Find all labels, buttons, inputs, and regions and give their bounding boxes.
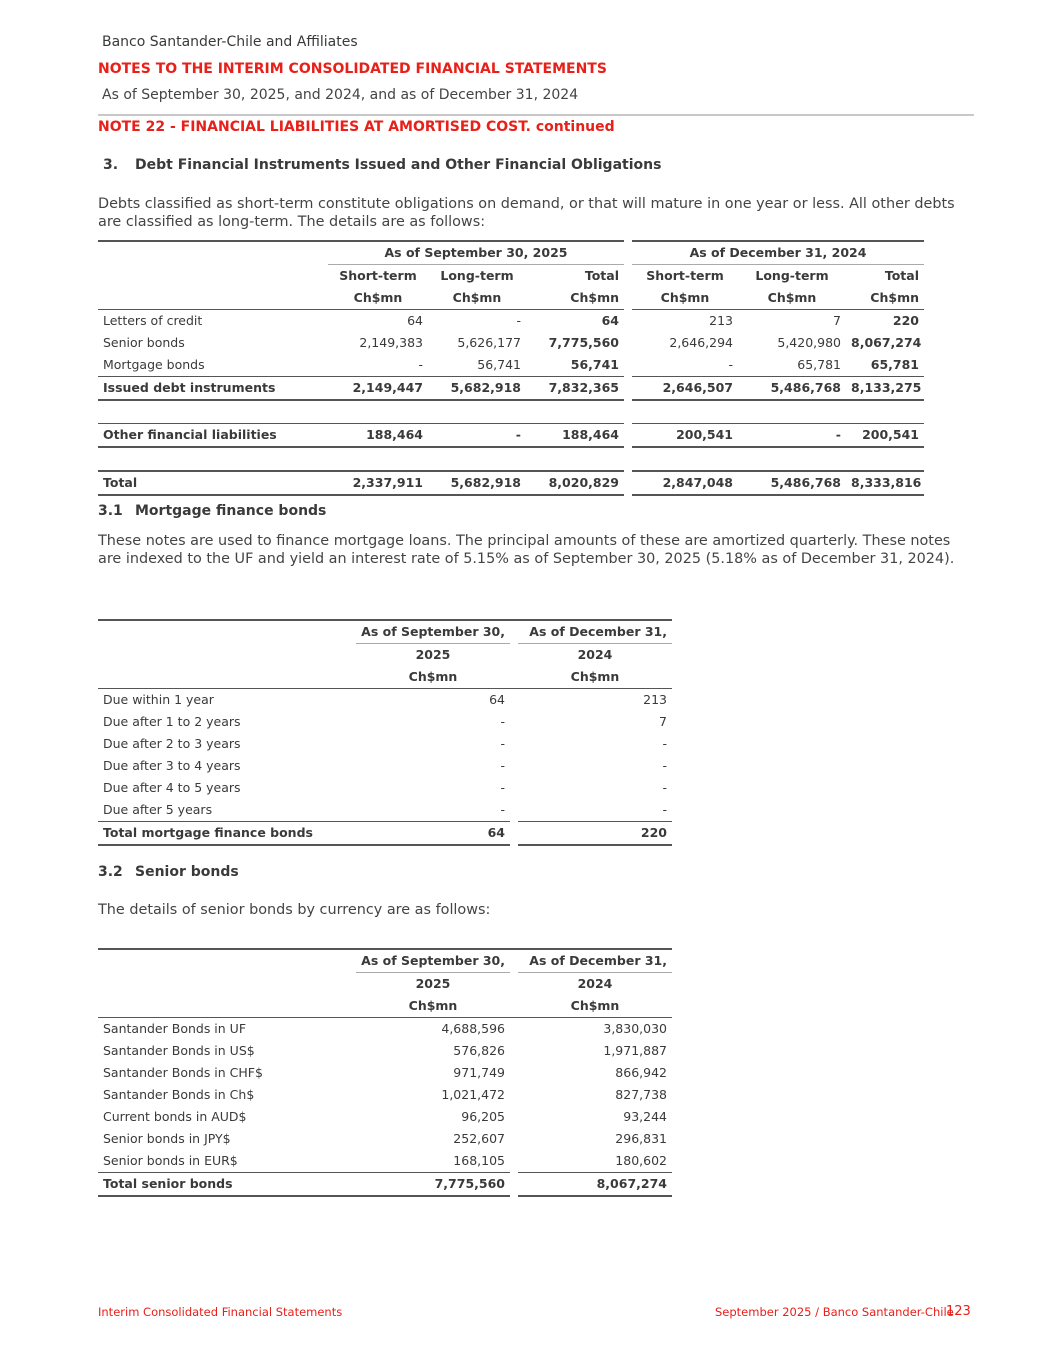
col-dec-2024: As of December 31, bbox=[518, 620, 672, 644]
period-subtitle: As of September 30, 2025, and 2024, and as of December 31, 2024 bbox=[102, 87, 579, 103]
footer-document-title: Interim Consolidated Financial Statements bbox=[98, 1305, 343, 1319]
col-long-term: Long-term bbox=[440, 268, 514, 283]
col-total: Total bbox=[884, 268, 919, 283]
section-3-2-number: 3.2 bbox=[98, 864, 123, 880]
section-3-1-number: 3.1 bbox=[98, 503, 123, 519]
notes-title: NOTES TO THE INTERIM CONSOLIDATED FINANCIAL STATEMENTS bbox=[98, 61, 607, 77]
col-short-term: Short-term bbox=[646, 268, 724, 283]
section-3-number: 3. bbox=[103, 157, 119, 173]
footer-source bbox=[715, 1305, 954, 1319]
table-row: Santander Bonds in UF 4,688,596 3,830,030 bbox=[103, 1021, 667, 1036]
table-row: Senior bonds in EUR$ 168,105 180,602 bbox=[103, 1153, 667, 1168]
table-row: Santander Bonds in CHF$ 971,749 866,942 bbox=[103, 1065, 667, 1080]
col-short-term: Short-term bbox=[339, 268, 417, 283]
table-row: Due after 5 years - - bbox=[103, 802, 667, 817]
table-row: Senior bonds in JPY$ 252,607 296,831 bbox=[103, 1131, 667, 1146]
unit-label: Ch$mn bbox=[526, 287, 624, 310]
col-long-term: Long-term bbox=[755, 268, 829, 283]
table-total-row: Total 2,337,911 5,682,918 8,020,829 2,847,048 5,486,768 8,333,816 bbox=[98, 471, 924, 495]
col-total: Total bbox=[584, 268, 619, 283]
table-row: Due after 3 to 4 years - - bbox=[103, 758, 667, 773]
page-number: 123 bbox=[946, 1304, 971, 1319]
table-row: Santander Bonds in US$ 576,826 1,971,887 bbox=[103, 1043, 667, 1058]
col-sep-2025: As of September 30, bbox=[356, 620, 510, 644]
section-3-paragraph: Debts classified as short-term constitute obligations on demand, or that will mature in one year or less. All other debts are classified as long-term. The details are as follows: bbox=[98, 196, 955, 230]
unit-label: Ch$mn bbox=[632, 287, 738, 310]
unit-label: Ch$mn bbox=[328, 287, 428, 310]
section-3-heading: Debt Financial Instruments Issued and Other Financial Obligations bbox=[135, 157, 662, 173]
period-2024-header: As of December 31, 2024 bbox=[632, 241, 924, 265]
mortgage-maturity-table: As of September 30, As of December 31, 2025 2024 Ch$mn Ch$mn Due within 1 year 64 213 Due after 1 to 2 years - 7 Due after 2 to 3 years - - Due after 3 to 4 years - - Due after 4 to 5 years - - Due after 5 years - - Total mortgage finance bonds 64 220 bbox=[98, 619, 672, 846]
unit-label: Ch$mn bbox=[738, 287, 846, 310]
footer-date: September 2025 / bbox=[715, 1305, 823, 1319]
table-row: Senior bonds 2,149,383 5,626,177 7,775,560 2,646,294 5,420,980 8,067,274 bbox=[103, 335, 922, 350]
company-name: Banco Santander-Chile and Affiliates bbox=[102, 34, 358, 50]
footer-company: Banco Santander-Chile bbox=[822, 1305, 954, 1319]
section-3-2-paragraph: The details of senior bonds by currency are as follows: bbox=[98, 902, 491, 918]
unit-label: Ch$mn bbox=[846, 287, 924, 310]
table-row: Due after 1 to 2 years - 7 bbox=[103, 714, 667, 729]
table-row: Current bonds in AUD$ 96,205 93,244 bbox=[103, 1109, 667, 1124]
table-row: Other financial liabilities 188,464 - 188,464 200,541 - 200,541 bbox=[98, 424, 924, 448]
table-total-row: Total senior bonds 7,775,560 8,067,274 bbox=[98, 1173, 672, 1197]
section-3-1-paragraph: These notes are used to finance mortgage loans. The principal amounts of these are amortized quarterly. These notes are indexed to the UF and yield an interest rate of 5.15% as of September 30, 2025 (5.18% as of December 31, 2024). bbox=[98, 533, 955, 567]
table-row: Letters of credit 64 - 64 213 7 220 bbox=[103, 313, 919, 328]
col-sep-2025: As of September 30, bbox=[356, 949, 510, 973]
period-2025-header: As of September 30, 2025 bbox=[328, 241, 624, 265]
table-row: Due within 1 year 64 213 bbox=[103, 692, 667, 707]
table-subtotal-row: Issued debt instruments 2,149,447 5,682,918 7,832,365 2,646,507 5,486,768 8,133,275 bbox=[98, 377, 924, 401]
table-total-row: Total mortgage finance bonds 64 220 bbox=[98, 822, 672, 846]
senior-bonds-table: As of September 30, As of December 31, 2025 2024 Ch$mn Ch$mn Santander Bonds in UF 4,688,596 3,830,030 Santander Bonds in US$ 576,826 1,971,887 Santander Bonds in CHF$ 971,749 866,942 Santander Bonds in Ch$ 1,021,472 827,738 Current bonds in AUD$ 96,205 93,244 Senior bonds in JPY$ 252,607 296,831 Senior bonds in EUR$ 168,105 180,602 Total senior bonds 7,775,560 8,067,274 bbox=[98, 948, 672, 1197]
col-dec-2024: As of December 31, bbox=[518, 949, 672, 973]
section-3-2-heading: Senior bonds bbox=[135, 864, 239, 880]
table-row: Due after 2 to 3 years - - bbox=[103, 736, 667, 751]
table-row: Santander Bonds in Ch$ 1,021,472 827,738 bbox=[103, 1087, 667, 1102]
note-title: NOTE 22 - FINANCIAL LIABILITIES AT AMORTISED COST. continued bbox=[98, 119, 615, 135]
debt-instruments-table bbox=[98, 240, 924, 496]
table-row: Mortgage bonds - 56,741 56,741 - 65,781 65,781 bbox=[103, 357, 919, 372]
section-3-1-heading: Mortgage finance bonds bbox=[135, 503, 327, 519]
table-row: Due after 4 to 5 years - - bbox=[103, 780, 667, 795]
unit-label: Ch$mn bbox=[428, 287, 526, 310]
header-divider bbox=[98, 114, 974, 116]
